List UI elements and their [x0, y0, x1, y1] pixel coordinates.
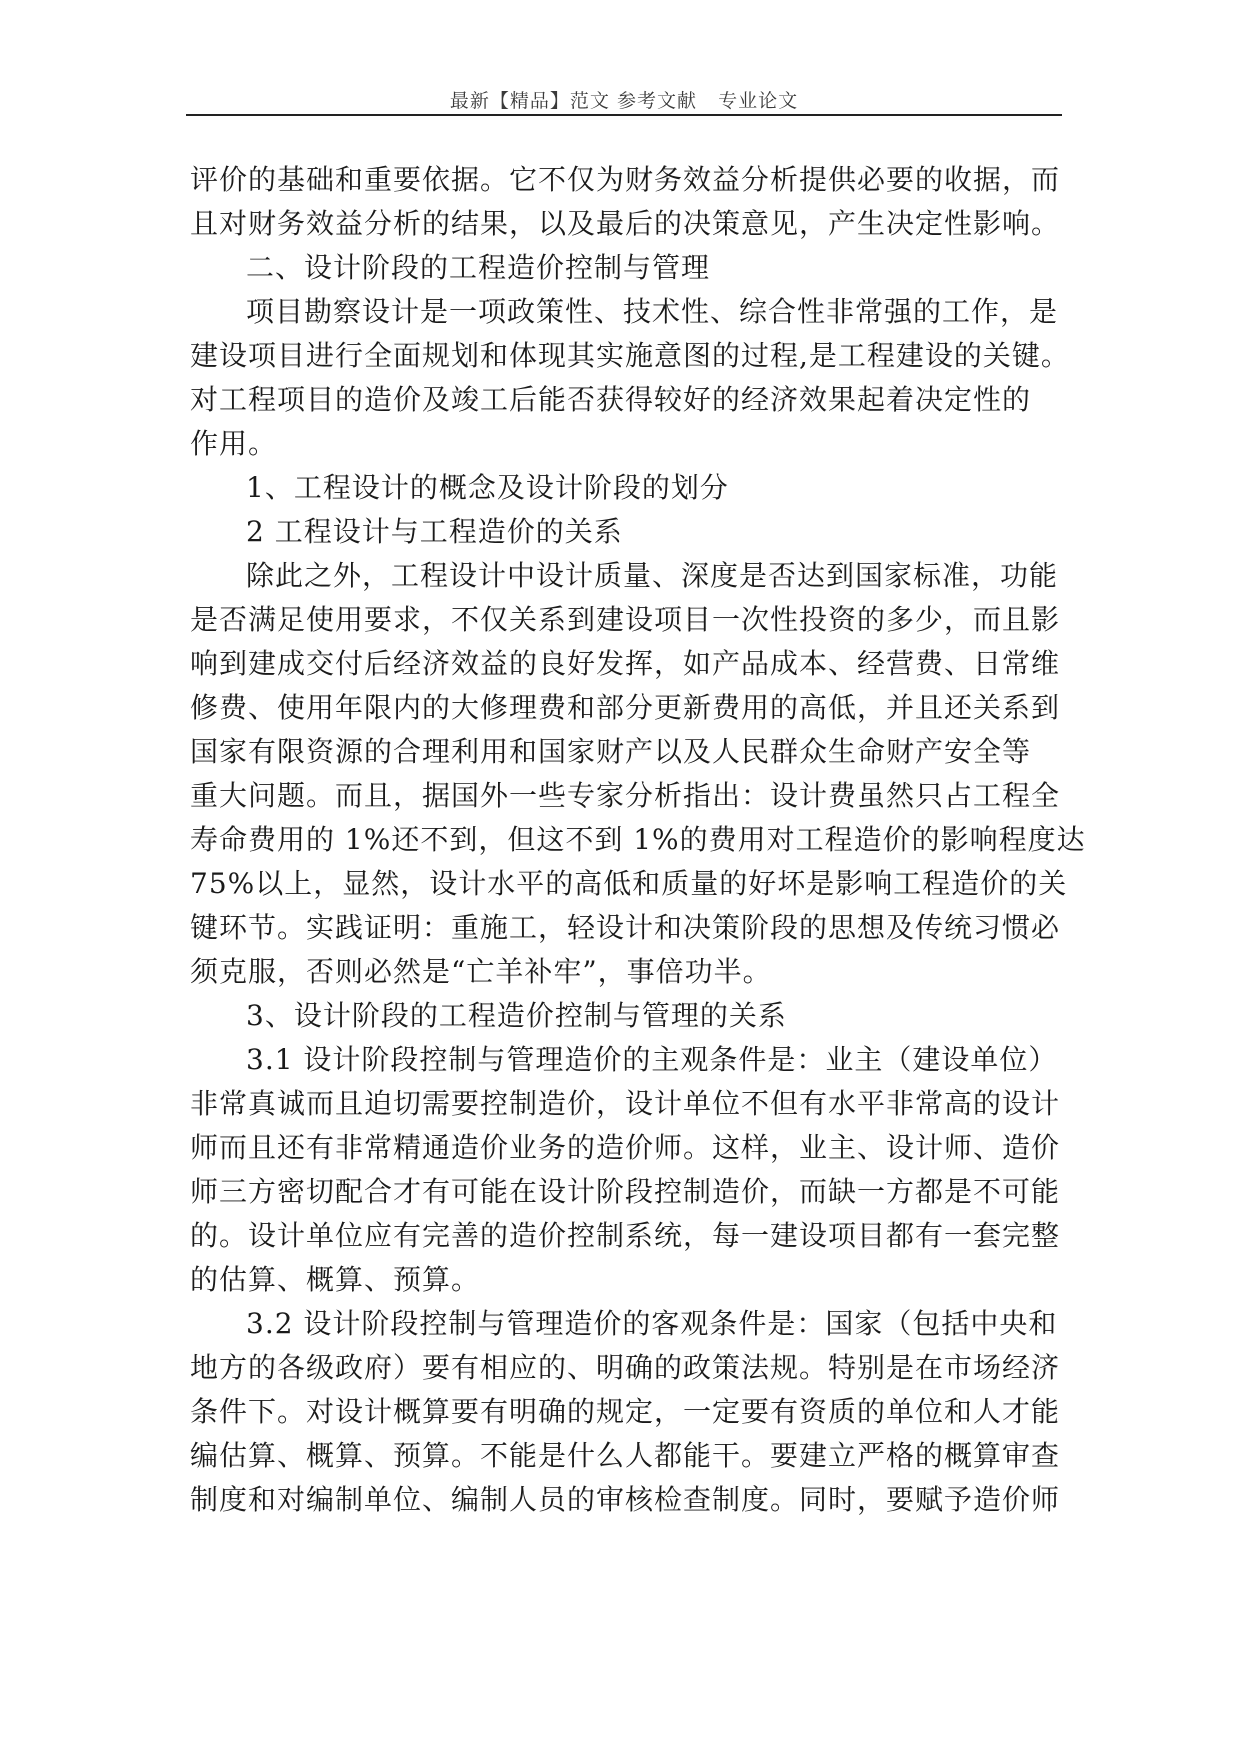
- text-line: 非常真诚而且迫切需要控制造价，设计单位不但有水平非常高的设计: [190, 1087, 1061, 1120]
- subsection-heading: 2 工程设计与工程造价的关系: [246, 515, 623, 548]
- text-line: 重大问题。而且，据国外一些专家分析指出：设计费虽然只占工程全: [190, 779, 1061, 812]
- text-line: 寿命费用的 1%还不到，但这不到 1%的费用对工程造价的影响程度达: [190, 823, 1086, 856]
- text-line: 响到建成交付后经济效益的良好发挥，如产品成本、经营费、日常维: [190, 647, 1061, 680]
- text-line: 修费、使用年限内的大修理费和部分更新费用的高低，并且还关系到: [190, 691, 1061, 724]
- text-line: 除此之外，工程设计中设计质量、深度是否达到国家标准，功能: [246, 559, 1059, 592]
- text-line: 3.2 设计阶段控制与管理造价的客观条件是：国家（包括中央和: [246, 1307, 1058, 1340]
- text-line: 且对财务效益分析的结果，以及最后的决策意见，产生决定性影响。: [190, 207, 1061, 240]
- text-line: 75%以上，显然，设计水平的高低和质量的好坏是影响工程造价的关: [190, 867, 1068, 900]
- header-divider: [186, 114, 1062, 116]
- subsection-heading: 3、设计阶段的工程造价控制与管理的关系: [246, 999, 787, 1032]
- subsection-heading: 1、工程设计的概念及设计阶段的划分: [246, 471, 729, 504]
- text-line: 的估算、概算、预算。: [190, 1263, 481, 1296]
- text-line: 作用。: [190, 427, 278, 460]
- text-line: 建设项目进行全面规划和体现其实施意图的过程,是工程建设的关键。: [190, 339, 1070, 372]
- text-line: 项目勘察设计是一项政策性、技术性、综合性非常强的工作，是: [246, 295, 1059, 328]
- text-line: 评价的基础和重要依据。它不仅为财务效益分析提供必要的收据，而: [190, 163, 1061, 196]
- section-heading: 二、设计阶段的工程造价控制与管理: [246, 251, 711, 284]
- text-line: 键环节。实践证明：重施工，轻设计和决策阶段的思想及传统习惯必: [190, 911, 1061, 944]
- text-line: 制度和对编制单位、编制人员的审核检查制度。同时，要赋予造价师: [190, 1483, 1061, 1516]
- page-header: 最新【精品】范文 参考文献 专业论文: [449, 90, 799, 112]
- text-line: 的。设计单位应有完善的造价控制系统，每一建设项目都有一套完整: [190, 1219, 1061, 1252]
- text-line: 师而且还有非常精通造价业务的造价师。这样，业主、设计师、造价: [190, 1131, 1061, 1164]
- text-line: 是否满足使用要求，不仅关系到建设项目一次性投资的多少，而且影: [190, 603, 1061, 636]
- text-line: 师三方密切配合才有可能在设计阶段控制造价，而缺一方都是不可能: [190, 1175, 1061, 1208]
- text-line: 编估算、概算、预算。不能是什么人都能干。要建立严格的概算审查: [190, 1439, 1061, 1472]
- document-body: [190, 158, 1086, 1522]
- text-line: 国家有限资源的合理利用和国家财产以及人民群众生命财产安全等: [190, 735, 1032, 768]
- text-line: 3.1 设计阶段控制与管理造价的主观条件是：业主（建设单位）: [246, 1043, 1058, 1076]
- text-line: 条件下。对设计概算要有明确的规定，一定要有资质的单位和人才能: [190, 1395, 1061, 1428]
- text-line: 须克服，否则必然是“亡羊补牢”，事倍功半。: [190, 955, 772, 988]
- text-line: 对工程项目的造价及竣工后能否获得较好的经济效果起着决定性的: [190, 383, 1032, 416]
- text-line: 地方的各级政府）要有相应的、明确的政策法规。特别是在市场经济: [190, 1351, 1061, 1384]
